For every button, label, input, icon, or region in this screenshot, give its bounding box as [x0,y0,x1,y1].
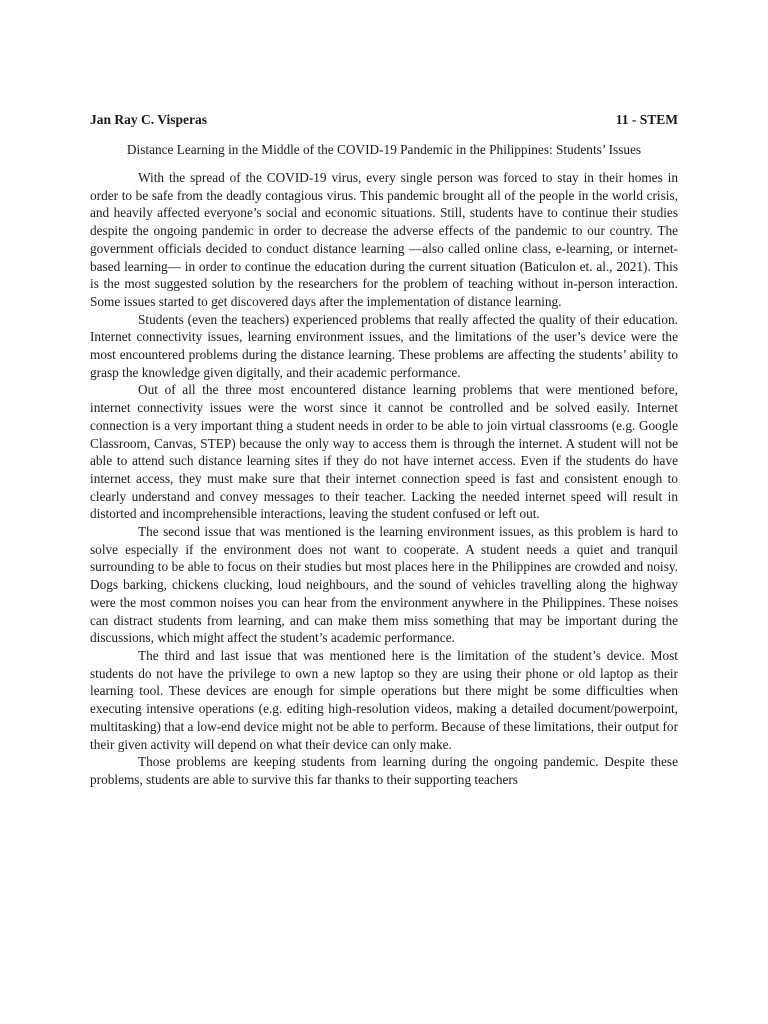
paragraph: Out of all the three most encountered distance learning problems that were mentioned before, internet connectivity issues were the worst since it cannot be controlled and be solved easily. Internet connection is a very important thing a student needs in order to be able to join virtual classrooms (e.g. Google Classroom, Canvas, STEP) because the only way to access them is through the internet. A student will not be able to attend such distance learning sites if they do not have internet access. Even if the students do have internet access, they must make sure that their internet connection speed is fast and consistent enough to clearly understand and convey messages to their teacher. Lacking the needed internet speed will result in distorted and incomprehensible interactions, leaving the student confused or left out. [90,382,678,522]
paragraph: The third and last issue that was mentioned here is the limitation of the student’s device. Most students do not have the privilege to own a new laptop so they are using their phone or old laptop as their learning tool. These devices are enough for simple operations but there might be some difficulties when executing intensive operations (e.g. editing high-resolution videos, making a detailed document/powerpoint, multitasking) that a low-end device might not be able to perform. Because of these limitations, their output for their given activity will depend on what their device can only make. [90,647,678,752]
paragraph: Those problems are keeping students from learning during the ongoing pandemic. Despite these problems, students are able to survive this far thanks to their supporting teachers [90,754,678,787]
paragraph: With the spread of the COVID-19 virus, every single person was forced to stay in their homes in order to be safe from the deadly contagious virus. This pandemic brought all of the people in the world crisis, and heavily affected everyone’s social and economic situations. Still, students have to continue their studies despite the ongoing pandemic in order to decrease the adverse effects of the pandemic to our country. The government officials decided to conduct distance learning —also called online class, e-learning, or internet-based learning— in order to continue the education during the current situation (Baticulon et. al., 2021). This is the most suggested solution by the researchers for the problem of teaching without in-person interaction. Some issues started to get discovered days after the implementation of distance learning. [90,170,678,309]
document-body [90,169,678,789]
document-header [90,111,678,129]
document-page [90,111,678,789]
paragraph: Students (even the teachers) experienced problems that really affected the quality of their education. Internet connectivity issues, learning environment issues, and the limitations of the user’s device were the most encountered problems during the distance learning. These problems are affecting the students’ ability to grasp the knowledge given digitally, and their academic performance. [90,311,678,380]
paragraph: The second issue that was mentioned is the learning environment issues, as this problem is hard to solve especially if the environment does not want to cooperate. A student needs a quiet and tranquil surrounding to be able to focus on their studies but most places here in the Philippines are crowded and noisy. Dogs barking, chickens clucking, loud neighbours, and the sound of vehicles travelling along the highway were the most common noises you can hear from the environment anywhere in the Philippines. These noises can distract students from learning, and can make them miss something that may be important during the discussions, which might affect the student’s academic performance. [90,524,678,646]
document-title: Distance Learning in the Middle of the COVID-19 Pandemic in the Philippines: Students’ Issues [126,142,642,157]
author-name: Jan Ray C. Visperas [90,112,208,127]
grade-section: 11 - STEM [615,112,678,127]
